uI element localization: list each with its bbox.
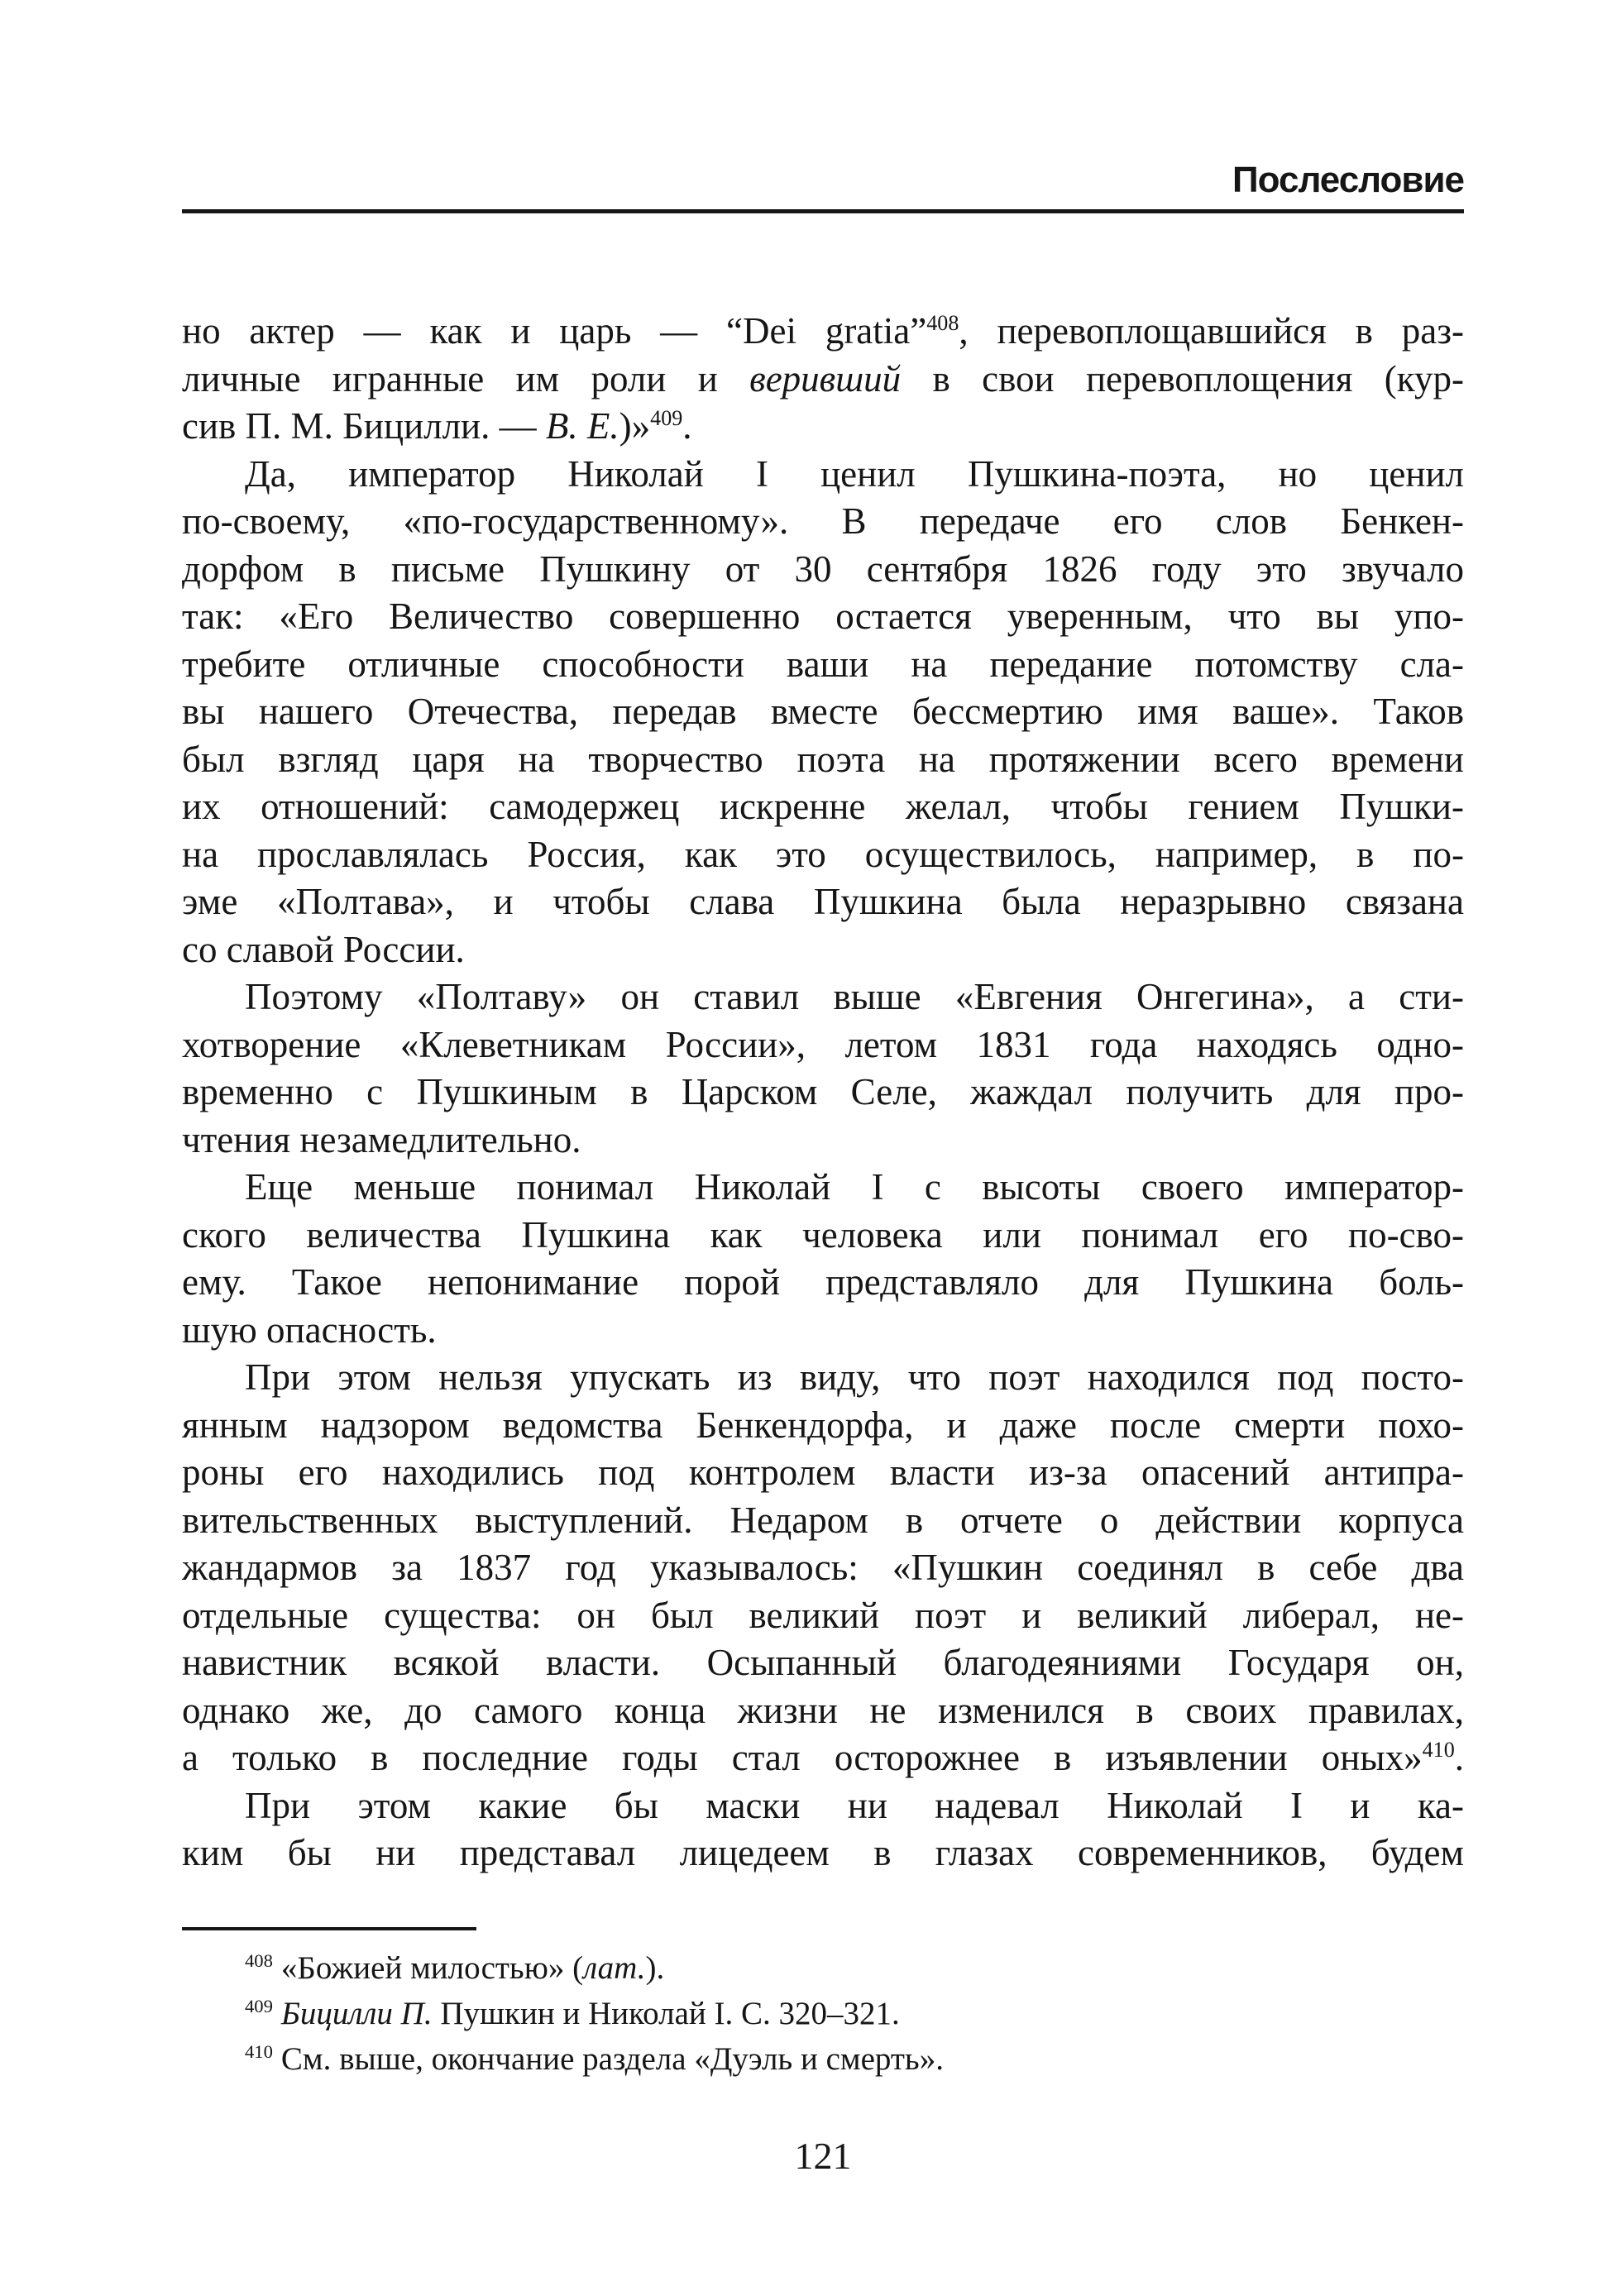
body-line: сив П. М. Бицилли. — В. Е.)»$^{409}$. — [182, 405, 692, 447]
body-line: но актер — как и царь — “Dei gratia”$^{408}$, перевоплощавшийся в раз- — [182, 310, 1464, 352]
body-line: однако же, до самого конца жизни не изменился в своих правилах, — [182, 1689, 1464, 1731]
body-line: а только в последние годы стал осторожнее в изъявлении оных»$^{410}$. — [182, 1737, 1464, 1778]
body-line: по-своему, «по-государственному». В передаче его слов Бенкен- — [182, 500, 1464, 542]
body-line: жандармов за 1837 год указывалось: «Пушкин соединял в себе два — [182, 1547, 1464, 1588]
body-line: отдельные существа: он был великий поэт и великий либерал, не- — [182, 1594, 1464, 1636]
footnote-item: $^{409}$ Бицилли П. Пушкин и Николай I. С. 320–321. — [245, 1996, 900, 2031]
body-line: шую опасность. — [182, 1308, 437, 1351]
body-line: временно с Пушкиным в Царском Селе, жаждал получить для про- — [182, 1071, 1464, 1112]
footnote-separator-rule — [182, 1927, 476, 1930]
body-line: вы нашего Отечества, передав вместе бессмертию имя ваше». Таков — [182, 691, 1464, 732]
body-text — [182, 308, 1464, 1877]
body-line: хотворение «Клеветникам России», летом 1831 года находясь одно- — [182, 1023, 1464, 1065]
body-line: ского величества Пушкина как человека или понимал его по-сво- — [182, 1213, 1464, 1256]
running-header-title: Послесловие — [1232, 160, 1464, 200]
footnotes — [182, 1945, 1464, 2082]
body-line: При этом нельзя упускать из виду, что поэт находился под посто- — [245, 1356, 1464, 1398]
body-line: личные игранные им роли и веривший в свои перевоплощения (кур- — [182, 357, 1464, 399]
body-line: Поэтому «Полтаву» он ставил выше «Евгения Онгегина», а сти- — [245, 976, 1464, 1017]
body-line: их отношений: самодержец искренне желал, чтобы гением Пушки- — [182, 786, 1464, 827]
body-line: чтения незамедлительно. — [182, 1118, 581, 1160]
body-line: ким бы ни представал лицедеем в глазах современников, будем — [182, 1832, 1464, 1873]
header-rule — [182, 209, 1464, 213]
body-line: Да, император Николай I ценил Пушкина-поэта, но ценил — [245, 452, 1464, 495]
body-line: ему. Такое непонимание порой представляло для Пушкина боль- — [182, 1261, 1464, 1303]
body-line: был взгляд царя на творчество поэта на протяжении всего времени — [182, 738, 1464, 780]
body-line: эме «Полтава», и чтобы слава Пушкина была неразрывно связана — [182, 881, 1464, 922]
footnote-item: $^{408}$ «Божией милостью» (лат.). — [245, 1950, 665, 1986]
footnote-number: 410 — [245, 2041, 273, 2062]
body-line: роны его находились под контролем власти из-за опасений антипра- — [182, 1452, 1464, 1493]
footnote-number: 408 — [245, 1950, 273, 1971]
body-line: так: «Его Величество совершенно остается уверенным, что вы упо- — [182, 596, 1464, 637]
body-line: требите отличные способности ваши на передание потомству сла- — [182, 643, 1464, 685]
running-header — [182, 160, 1464, 200]
body-line: дорфом в письме Пушкину от 30 сентября 1826 году это звучало — [182, 548, 1464, 590]
footnote-item: $^{410}$ См. выше, окончание раздела «Дуэль и смерть». — [245, 2041, 944, 2077]
footnote-number: 409 — [245, 1996, 273, 2016]
body-line: При этом какие бы маски ни надевал Николай I и ка- — [245, 1784, 1464, 1826]
body-line: Еще меньше понимал Николай I с высоты своего император- — [245, 1166, 1464, 1208]
body-line: на прославлялась Россия, как это осуществилось, например, в по- — [182, 833, 1464, 875]
body-line: навистник всякой власти. Осыпанный благодеяниями Государя он, — [182, 1642, 1464, 1683]
body-line: со славой России. — [182, 928, 465, 970]
body-line: вительственных выступлений. Недаром в отчете о действии корпуса — [182, 1499, 1464, 1541]
body-line: янным надзором ведомства Бенкендорфа, и даже после смерти похо- — [182, 1404, 1464, 1446]
page-number: 121 — [794, 2135, 852, 2177]
